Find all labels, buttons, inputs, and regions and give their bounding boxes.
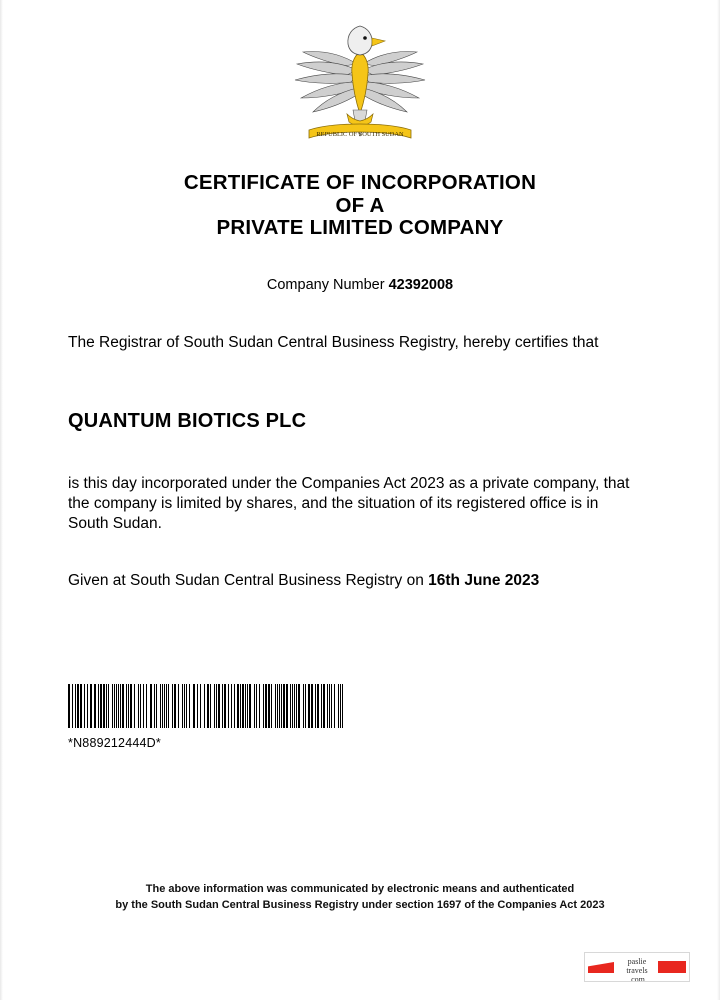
barcode-bar (112, 684, 113, 728)
barcode-bar (138, 684, 139, 728)
barcode-bar (296, 684, 297, 728)
barcode-bar (334, 684, 335, 728)
barcode-bar (210, 684, 211, 728)
barcode-bar (94, 684, 96, 728)
barcode-image (68, 684, 344, 728)
barcode-bar (281, 684, 282, 728)
registrar-statement: The Registrar of South Sudan Central Business Registry, hereby certifies that (68, 334, 599, 351)
barcode-bar (140, 684, 141, 728)
barcode-bar (277, 684, 278, 728)
barcode-bar (80, 684, 82, 728)
barcode-bar (247, 684, 248, 728)
barcode-bar (200, 684, 201, 728)
barcode-bar (311, 684, 313, 728)
footer-note (0, 881, 720, 913)
barcode-bar (204, 684, 205, 728)
barcode-bar (72, 684, 73, 728)
barcode-bar (189, 684, 190, 728)
barcode-text: *N889212444D* (68, 736, 161, 750)
barcode-bar (234, 684, 235, 728)
barcode-bar (120, 684, 121, 728)
barcode-bar (237, 684, 239, 728)
barcode-bar (329, 684, 330, 728)
barcode-bar (224, 684, 226, 728)
eagle-icon (285, 18, 435, 143)
title-line-1: CERTIFICATE OF INCORPORATION (183, 171, 537, 194)
stamp-inner (585, 953, 689, 981)
barcode-bar (122, 684, 124, 728)
barcode-bar (197, 684, 198, 728)
barcode-bar (184, 684, 185, 728)
barcode-bar (166, 684, 167, 728)
barcode-bar (254, 684, 255, 728)
barcode-bar (275, 684, 276, 728)
barcode-bar (342, 684, 343, 728)
barcode-bar (216, 684, 217, 728)
barcode-bar (118, 684, 119, 728)
stamp-text (585, 957, 689, 982)
barcode-bar (146, 684, 147, 728)
barcode-bar (259, 684, 260, 728)
company-number-label: Company Number (266, 277, 389, 293)
barcode-area (68, 684, 344, 750)
barcode-bar (156, 684, 157, 728)
barcode-bar (84, 684, 85, 728)
barcode-bar (218, 684, 220, 728)
given-at-date: 16th June 2023 (428, 572, 540, 589)
barcode-bar (134, 684, 135, 728)
barcode-bar (317, 684, 319, 728)
given-at-prefix: Given at South Sudan Central Business Registry on (68, 572, 429, 589)
footer-line-1: The above information was communicated by electronic means and authenticated (145, 883, 575, 895)
barcode-bar (164, 684, 165, 728)
barcode-bar (108, 684, 109, 728)
barcode-bar (298, 684, 300, 728)
barcode-bar (256, 684, 257, 728)
barcode-bar (292, 684, 293, 728)
barcode-bar (245, 684, 246, 728)
barcode-bar (150, 684, 152, 728)
barcode-bar (327, 684, 328, 728)
barcode-bar (331, 684, 332, 728)
watermark-stamp (584, 952, 690, 982)
barcode-bar (182, 684, 183, 728)
barcode-bar (68, 684, 70, 728)
barcode-bar (103, 684, 105, 728)
barcode-bar (98, 684, 99, 728)
company-number-value: 42392008 (388, 277, 454, 293)
barcode-bar (249, 684, 251, 728)
barcode-bar (106, 684, 107, 728)
barcode-bar (228, 684, 229, 728)
barcode-bar (271, 684, 272, 728)
barcode-bar (154, 684, 155, 728)
page-title (0, 172, 720, 240)
coat-of-arms-crest (0, 18, 720, 143)
barcode-bar (172, 684, 173, 728)
barcode-bar (305, 684, 306, 728)
stamp-line-2: travels (626, 966, 648, 975)
barcode-bar (340, 684, 341, 728)
barcode-bar (87, 684, 88, 728)
company-name: QUANTUM BIOTICS PLC (68, 410, 307, 432)
title-line-3: PRIVATE LIMITED COMPANY (216, 216, 504, 239)
barcode-bar (315, 684, 316, 728)
barcode-bar (290, 684, 291, 728)
barcode-bar (128, 684, 129, 728)
barcode-bar (178, 684, 179, 728)
footer-line-2: by the South Sudan Central Business Registry under section 1697 of the Companies Act 2023 (115, 899, 605, 911)
barcode-bar (207, 684, 209, 728)
barcode-bar (321, 684, 322, 728)
barcode-bar (168, 684, 169, 728)
barcode-bar (222, 684, 223, 728)
given-at-statement (68, 571, 642, 591)
title-line-2: OF A (335, 193, 385, 217)
barcode-bar (214, 684, 215, 728)
barcode-bar (303, 684, 304, 728)
barcode-bar (77, 684, 79, 728)
stamp-line-1: pasliе (627, 957, 647, 966)
barcode-bar (100, 684, 102, 728)
barcode-bar (114, 684, 115, 728)
barcode-bar (323, 684, 325, 728)
barcode-bar (174, 684, 176, 728)
barcode-bar (283, 684, 285, 728)
barcode-bar (186, 684, 187, 728)
incorporation-statement: is this day incorporated under the Companies Act 2023 as a private company, that the company is limited by shares, and the situation of its registered office is in South Sudan. (68, 475, 630, 532)
barcode-bar (193, 684, 195, 728)
barcode-bar (75, 684, 76, 728)
barcode-bar (294, 684, 295, 728)
barcode-bar (90, 684, 92, 728)
barcode-bar (143, 684, 144, 728)
barcode-bar (242, 684, 244, 728)
barcode-bar (130, 684, 132, 728)
barcode-bar (308, 684, 310, 728)
barcode-bar (162, 684, 163, 728)
barcode-bar (279, 684, 280, 728)
barcode-bar (263, 684, 264, 728)
barcode-bar (265, 684, 267, 728)
barcode-bar (338, 684, 339, 728)
barcode-bar (240, 684, 241, 728)
barcode-bar (116, 684, 117, 728)
barcode-bar (286, 684, 288, 728)
company-number (0, 277, 720, 293)
barcode-bar (160, 684, 161, 728)
barcode-bar (268, 684, 270, 728)
crest-caption: REPUBLIC OF SOUTH SUDAN (316, 131, 404, 138)
barcode-bar (126, 684, 127, 728)
stamp-line-3: .com (629, 975, 645, 982)
barcode-bar (231, 684, 232, 728)
